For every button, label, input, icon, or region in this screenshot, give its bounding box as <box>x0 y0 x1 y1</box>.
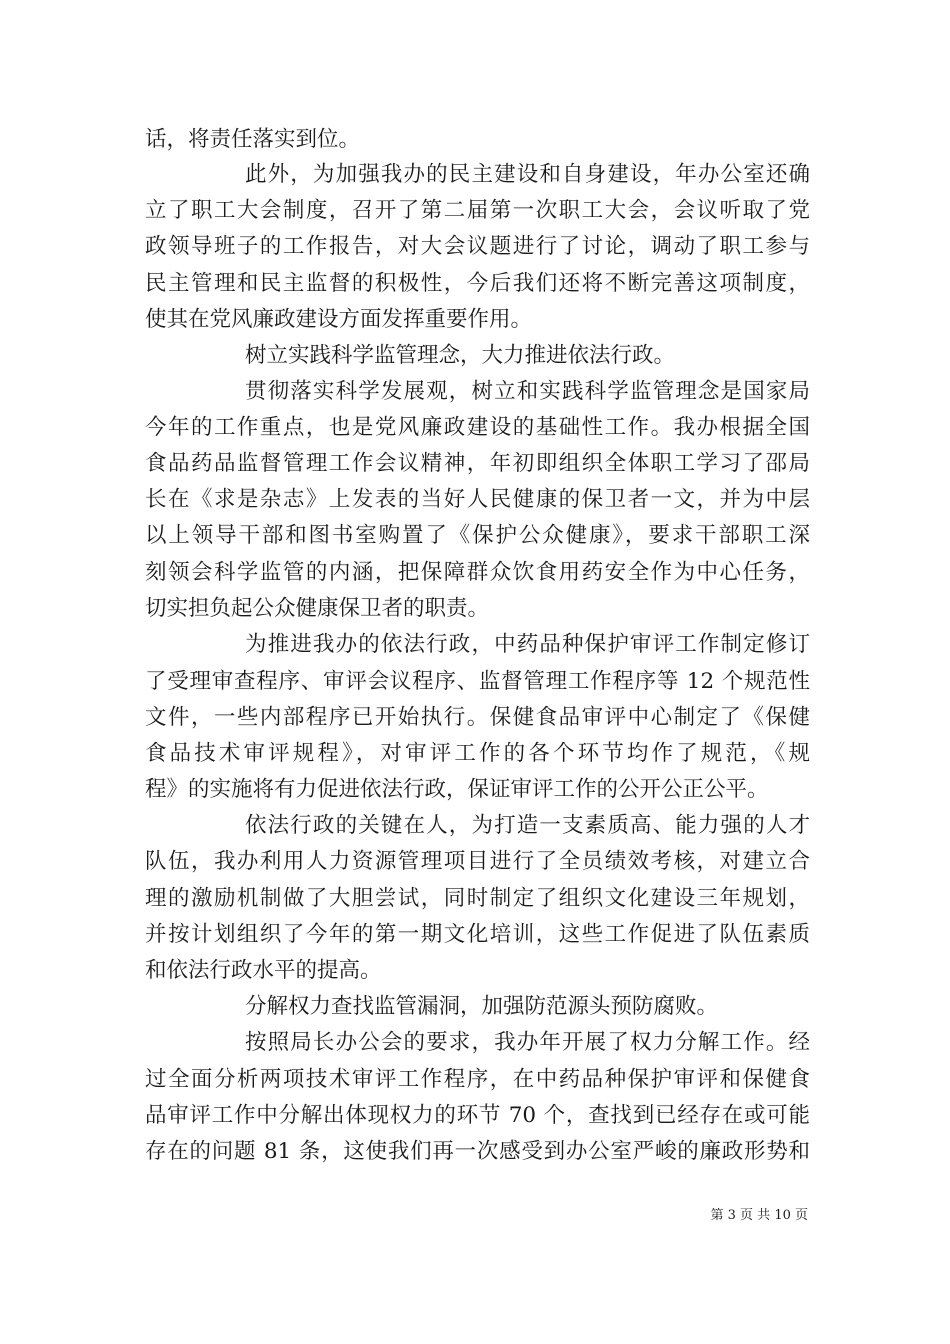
text-line: 贯彻落实科学发展观，树立和实践科学监管理念是国家局 <box>245 379 810 404</box>
text-line: 食品药品监督管理工作会议精神，年初即组织全体职工学习了邵局 <box>145 451 810 476</box>
text-line: 政领导班子的工作报告，对大会议题进行了讨论，调动了职工参与 <box>145 234 810 259</box>
section-heading: 分解权力查找监管漏洞，加强防范源头预防腐败。 <box>245 994 719 1019</box>
text-line: 话，将责任落实到位。 <box>145 127 361 152</box>
text-line: 并按计划组织了今年的第一期文化培训，这些工作促进了队伍素质 <box>145 922 810 947</box>
text-line: 切实担负起公众健康保卫者的职责。 <box>145 596 490 621</box>
text-line: 了受理审查程序、审评会议程序、监督管理工作程序等 12 个规范性 <box>145 669 810 694</box>
text-line: 文件，一些内部程序已开始执行。保健食品审评中心制定了《保健 <box>145 705 810 730</box>
text-line: 以上领导干部和图书室购置了《保护公众健康》，要求干部职工深 <box>145 523 810 548</box>
text-line: 依法行政的关键在人，为打造一支素质高、能力强的人才 <box>245 813 810 838</box>
text-line: 存在的问题 81 条，这使我们再一次感受到办公室严峻的廉政形势和 <box>145 1139 810 1164</box>
text-line: 品审评工作中分解出体现权力的环节 70 个，查找到已经存在或可能 <box>145 1103 810 1128</box>
text-line: 过全面分析两项技术审评工作程序，在中药品种保护审评和保健食 <box>145 1067 810 1092</box>
text-line: 队伍，我办利用人力资源管理项目进行了全员绩效考核，对建立合 <box>145 849 810 874</box>
text-line: 使其在党风廉政建设方面发挥重要作用。 <box>145 307 533 332</box>
text-line: 食品技术审评规程》，对审评工作的各个环节均作了规范，《规 <box>145 741 810 766</box>
text-line: 民主管理和民主监督的积极性，今后我们还将不断完善这项制度， <box>145 271 810 296</box>
text-line: 程》的实施将有力促进依法行政，保证审评工作的公开公正公平。 <box>145 777 769 802</box>
page-number: 第 3 页 共 10 页 <box>710 1208 808 1223</box>
text-line: 刻领会科学监管的内涵，把保障群众饮食用药安全作为中心任务， <box>145 560 810 585</box>
text-line: 长在《求是杂志》上发表的当好人民健康的保卫者一文，并为中层 <box>145 487 810 512</box>
text-line: 今年的工作重点，也是党风廉政建设的基础性工作。我办根据全国 <box>145 415 810 440</box>
text-line: 为推进我办的依法行政，中药品种保护审评工作制定修订 <box>245 632 810 657</box>
section-heading: 树立实践科学监管理念，大力推进依法行政。 <box>245 343 676 368</box>
text-line: 理的激励机制做了大胆尝试，同时制定了组织文化建设三年规划， <box>145 886 810 911</box>
text-line: 立了职工大会制度，召开了第二届第一次职工大会，会议听取了党 <box>145 198 810 223</box>
text-line: 按照局长办公会的要求，我办年开展了权力分解工作。经 <box>245 1030 810 1055</box>
text-line: 和依法行政水平的提高。 <box>145 958 382 983</box>
text-line: 此外，为加强我办的民主建设和自身建设，年办公室还确 <box>245 162 810 187</box>
